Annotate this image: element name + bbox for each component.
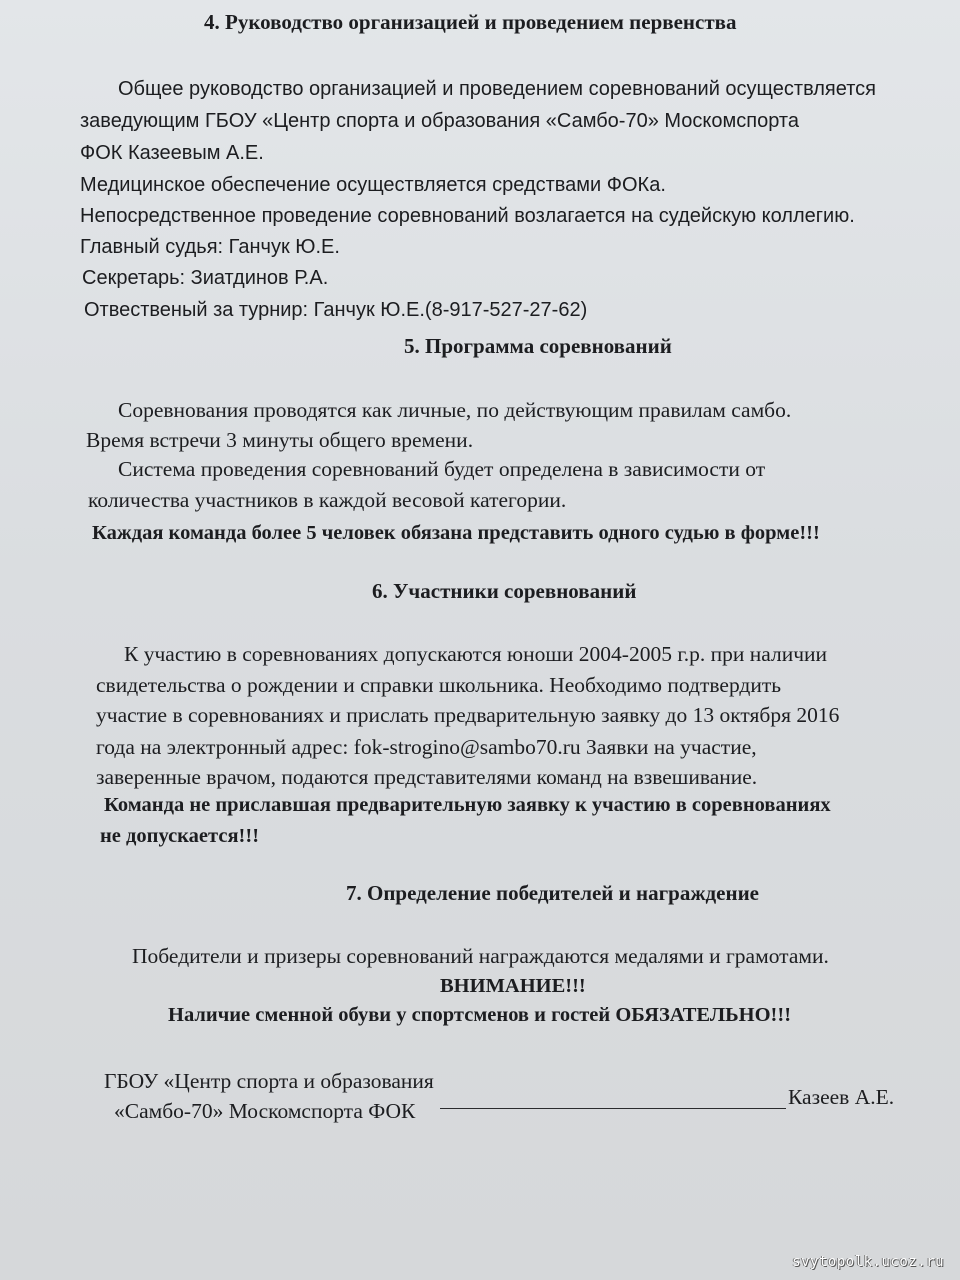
section4-heading: 4. Руководство организацией и проведением первенства [204,10,737,34]
signature-org-line2: «Самбо-70» Москомспорта ФОК [114,1099,416,1123]
section6-line: заверенные врачом, подаются представителями команд на взвешивание. [96,765,758,789]
section4-line: Общее руководство организацией и проведением соревнований осуществляется [118,78,876,100]
shoes-requirement: Наличие сменной обуви у спортсменов и гостей ОБЯЗАТЕЛЬНО!!! [168,1004,792,1026]
section6-notice: не допускается!!! [100,825,260,847]
section6-line: К участию в соревнованиях допускаются юноши 2004-2005 г.р. при наличии [124,642,828,666]
section4-line: Главный судья: Ганчук Ю.Е. [80,236,340,258]
section4-line: Отвественый за турнир: Ганчук Ю.Е.(8-917-527-27-62) [84,299,588,321]
section5-heading: 5. Программа соревнований [404,334,672,358]
section5-line: Система проведения соревнований будет определена в зависимости от [118,457,766,481]
signature-name: Казеев А.Е. [788,1085,895,1109]
section5-notice: Каждая команда более 5 человек обязана представить одного судью в форме!!! [92,522,820,544]
section4-line: ФОК Казеевым А.Е. [80,142,264,164]
signature-line [440,1108,786,1109]
section6-heading: 6. Участники соревнований [372,579,637,603]
section6-line: года на электронный адрес: fok-strogino@sambo70.ru Заявки на участие, [96,735,757,759]
section5-line: Время встречи 3 минуты общего времени. [86,428,474,452]
section4-line: заведующим ГБОУ «Центр спорта и образования «Самбо-70» Москомспорта [80,110,799,132]
section5-line: Соревнования проводятся как личные, по действующим правилам самбо. [118,398,792,422]
section7-heading: 7. Определение победителей и награждение [346,881,760,905]
section4-line: Медицинское обеспечение осуществляется средствами ФОКа. [80,174,666,196]
attention-heading: ВНИМАНИЕ!!! [440,975,586,997]
signature-org-line1: ГБОУ «Центр спорта и образования [104,1069,434,1093]
section5-line: количества участников в каждой весовой категории. [88,488,567,512]
section6-notice: Команда не приславшая предварительную заявку к участию в соревнованиях [104,794,831,816]
section6-line: свидетельства о рождении и справки школьника. Необходимо подтвердить [96,673,782,697]
section4-line: Непосредственное проведение соревнований возлагается на судейскую коллегию. [80,205,855,227]
section7-line: Победители и призеры соревнований награждаются медалями и грамотами. [132,944,829,968]
section4-line: Секретарь: Зиатдинов Р.А. [82,267,329,289]
site-watermark: svytopolk.ucoz.ru [792,1254,944,1270]
section6-line: участие в соревнованиях и прислать предварительную заявку до 13 октября 2016 [96,703,840,727]
